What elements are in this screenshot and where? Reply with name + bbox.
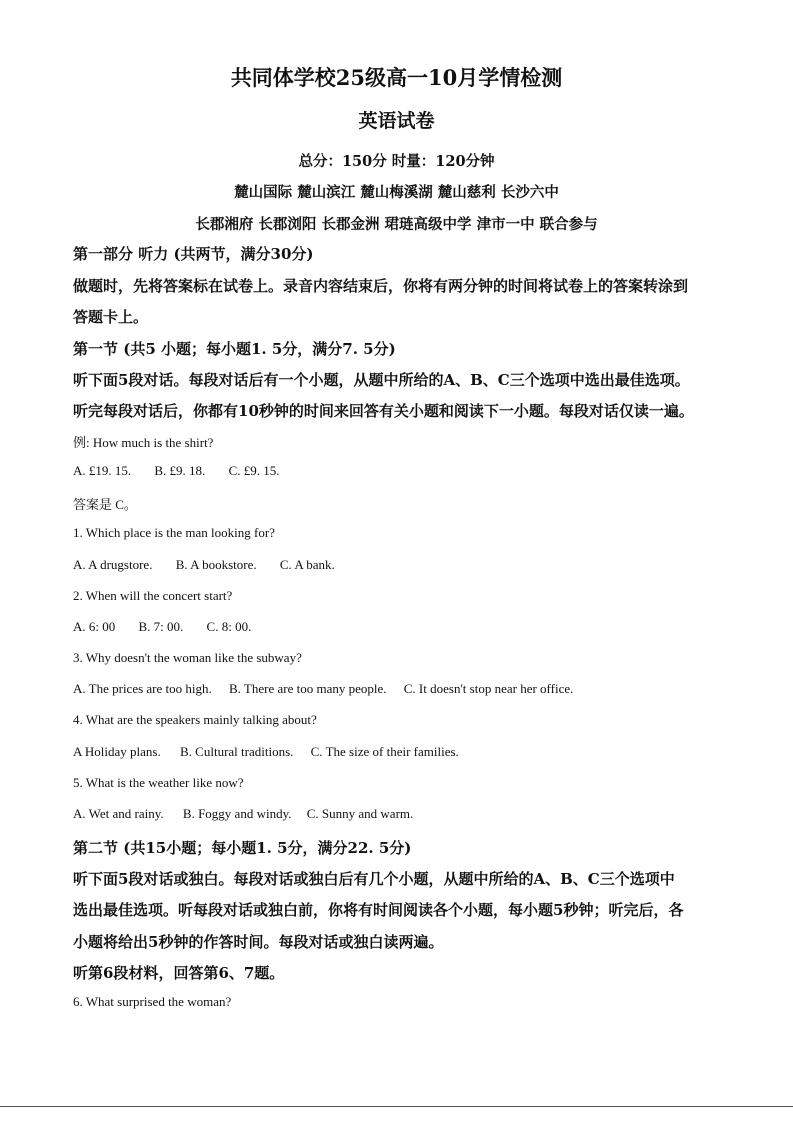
option-c: C. It doesn't stop near her office. <box>403 681 574 696</box>
part1-instruction-2: 答题卡上。 <box>73 308 149 326</box>
section2-instruction-3: 小题将给出5秒钟的作答时间。每段对话或独白读两遍。 <box>73 933 444 951</box>
part1-heading: 第一部分 听力 (共两节，满分30分) <box>73 245 314 263</box>
part1-instruction-1: 做题时，先将答案标在试卷上。录音内容结束后，你将有两分钟的时间将试卷上的答案转涂到 <box>73 277 689 295</box>
question-4: 4. What are the speakers mainly talking about? <box>73 712 317 727</box>
option-a: A. The prices are too high. <box>73 681 212 696</box>
option-c: C. 8: 00. <box>206 619 252 634</box>
question-5: 5. What is the weather like now? <box>73 775 244 790</box>
question-5-options <box>73 806 413 822</box>
page-bottom-rule <box>0 1106 793 1107</box>
section2-heading: 第二节 (共15小题；每小题1. 5分，满分22. 5分) <box>73 839 412 857</box>
option-a: A. 6: 00 <box>73 619 116 634</box>
question-4-options <box>73 744 459 760</box>
option-a: A. £19. 15. <box>73 463 132 478</box>
option-b: B. There are too many people. <box>229 681 387 696</box>
section2-instruction-2: 选出最佳选项。听每段对话或独白前，你将有时间阅读各个小题，每小题5秒钟；听完后，各 <box>73 901 684 919</box>
option-c: C. Sunny and warm. <box>306 806 414 821</box>
option-b: B. 7: 00. <box>138 619 184 634</box>
score-time-info: 总分：150分 时量：120分钟 <box>298 153 495 170</box>
question-3-options <box>73 681 573 697</box>
option-a: A. Wet and rainy. <box>73 806 164 821</box>
question-2: 2. When will the concert start? <box>73 588 233 603</box>
section1-instruction-1: 听下面5段对话。每段对话后有一个小题，从题中所给的A、B、C三个选项中选出最佳选项。 <box>73 371 690 389</box>
section2-instruction-1: 听下面5段对话或独白。每段对话或独白后有几个小题，从题中所给的A、B、C三个选项中 <box>73 870 675 888</box>
option-a: A. A drugstore. <box>73 557 153 572</box>
option-c: C. The size of their families. <box>310 744 459 759</box>
question-2-options <box>73 619 251 635</box>
option-b: B. £9. 18. <box>154 463 206 478</box>
example-question: 例: How much is the shirt? <box>73 435 214 450</box>
question-1: 1. Which place is the man looking for? <box>73 525 275 540</box>
example-options <box>73 463 279 479</box>
question-3: 3. Why doesn't the woman like the subway? <box>73 650 302 665</box>
schools-line-1: 麓山国际 麓山滨江 麓山梅溪湖 麓山慈利 长沙六中 <box>234 184 559 201</box>
section1-instruction-2: 听完每段对话后，你都有10秒钟的时间来回答有关小题和阅读下一小题。每段对话仅读一遍。 <box>73 402 694 420</box>
question-6: 6. What surprised the woman? <box>73 994 232 1009</box>
schools-line-2: 长郡湘府 长郡浏阳 长郡金洲 珺琏高级中学 津市一中 联合参与 <box>195 216 598 233</box>
option-c: C. A bank. <box>279 557 335 572</box>
option-b: B. Cultural traditions. <box>180 744 294 759</box>
section1-heading: 第一节 (共5 小题；每小题1. 5分，满分7. 5分) <box>73 340 396 358</box>
exam-title: 共同体学校25级高一10月学情检测 <box>230 65 563 90</box>
question-1-options <box>73 557 335 573</box>
option-b: B. Foggy and windy. <box>182 806 292 821</box>
option-b: B. A bookstore. <box>175 557 257 572</box>
exam-subtitle: 英语试卷 <box>358 110 435 132</box>
material-6-heading: 听第6段材料，回答第6、7题。 <box>73 964 285 982</box>
option-c: C. £9. 15. <box>228 463 280 478</box>
option-a: A Holiday plans. <box>73 744 161 759</box>
example-answer: 答案是 C。 <box>73 497 137 512</box>
